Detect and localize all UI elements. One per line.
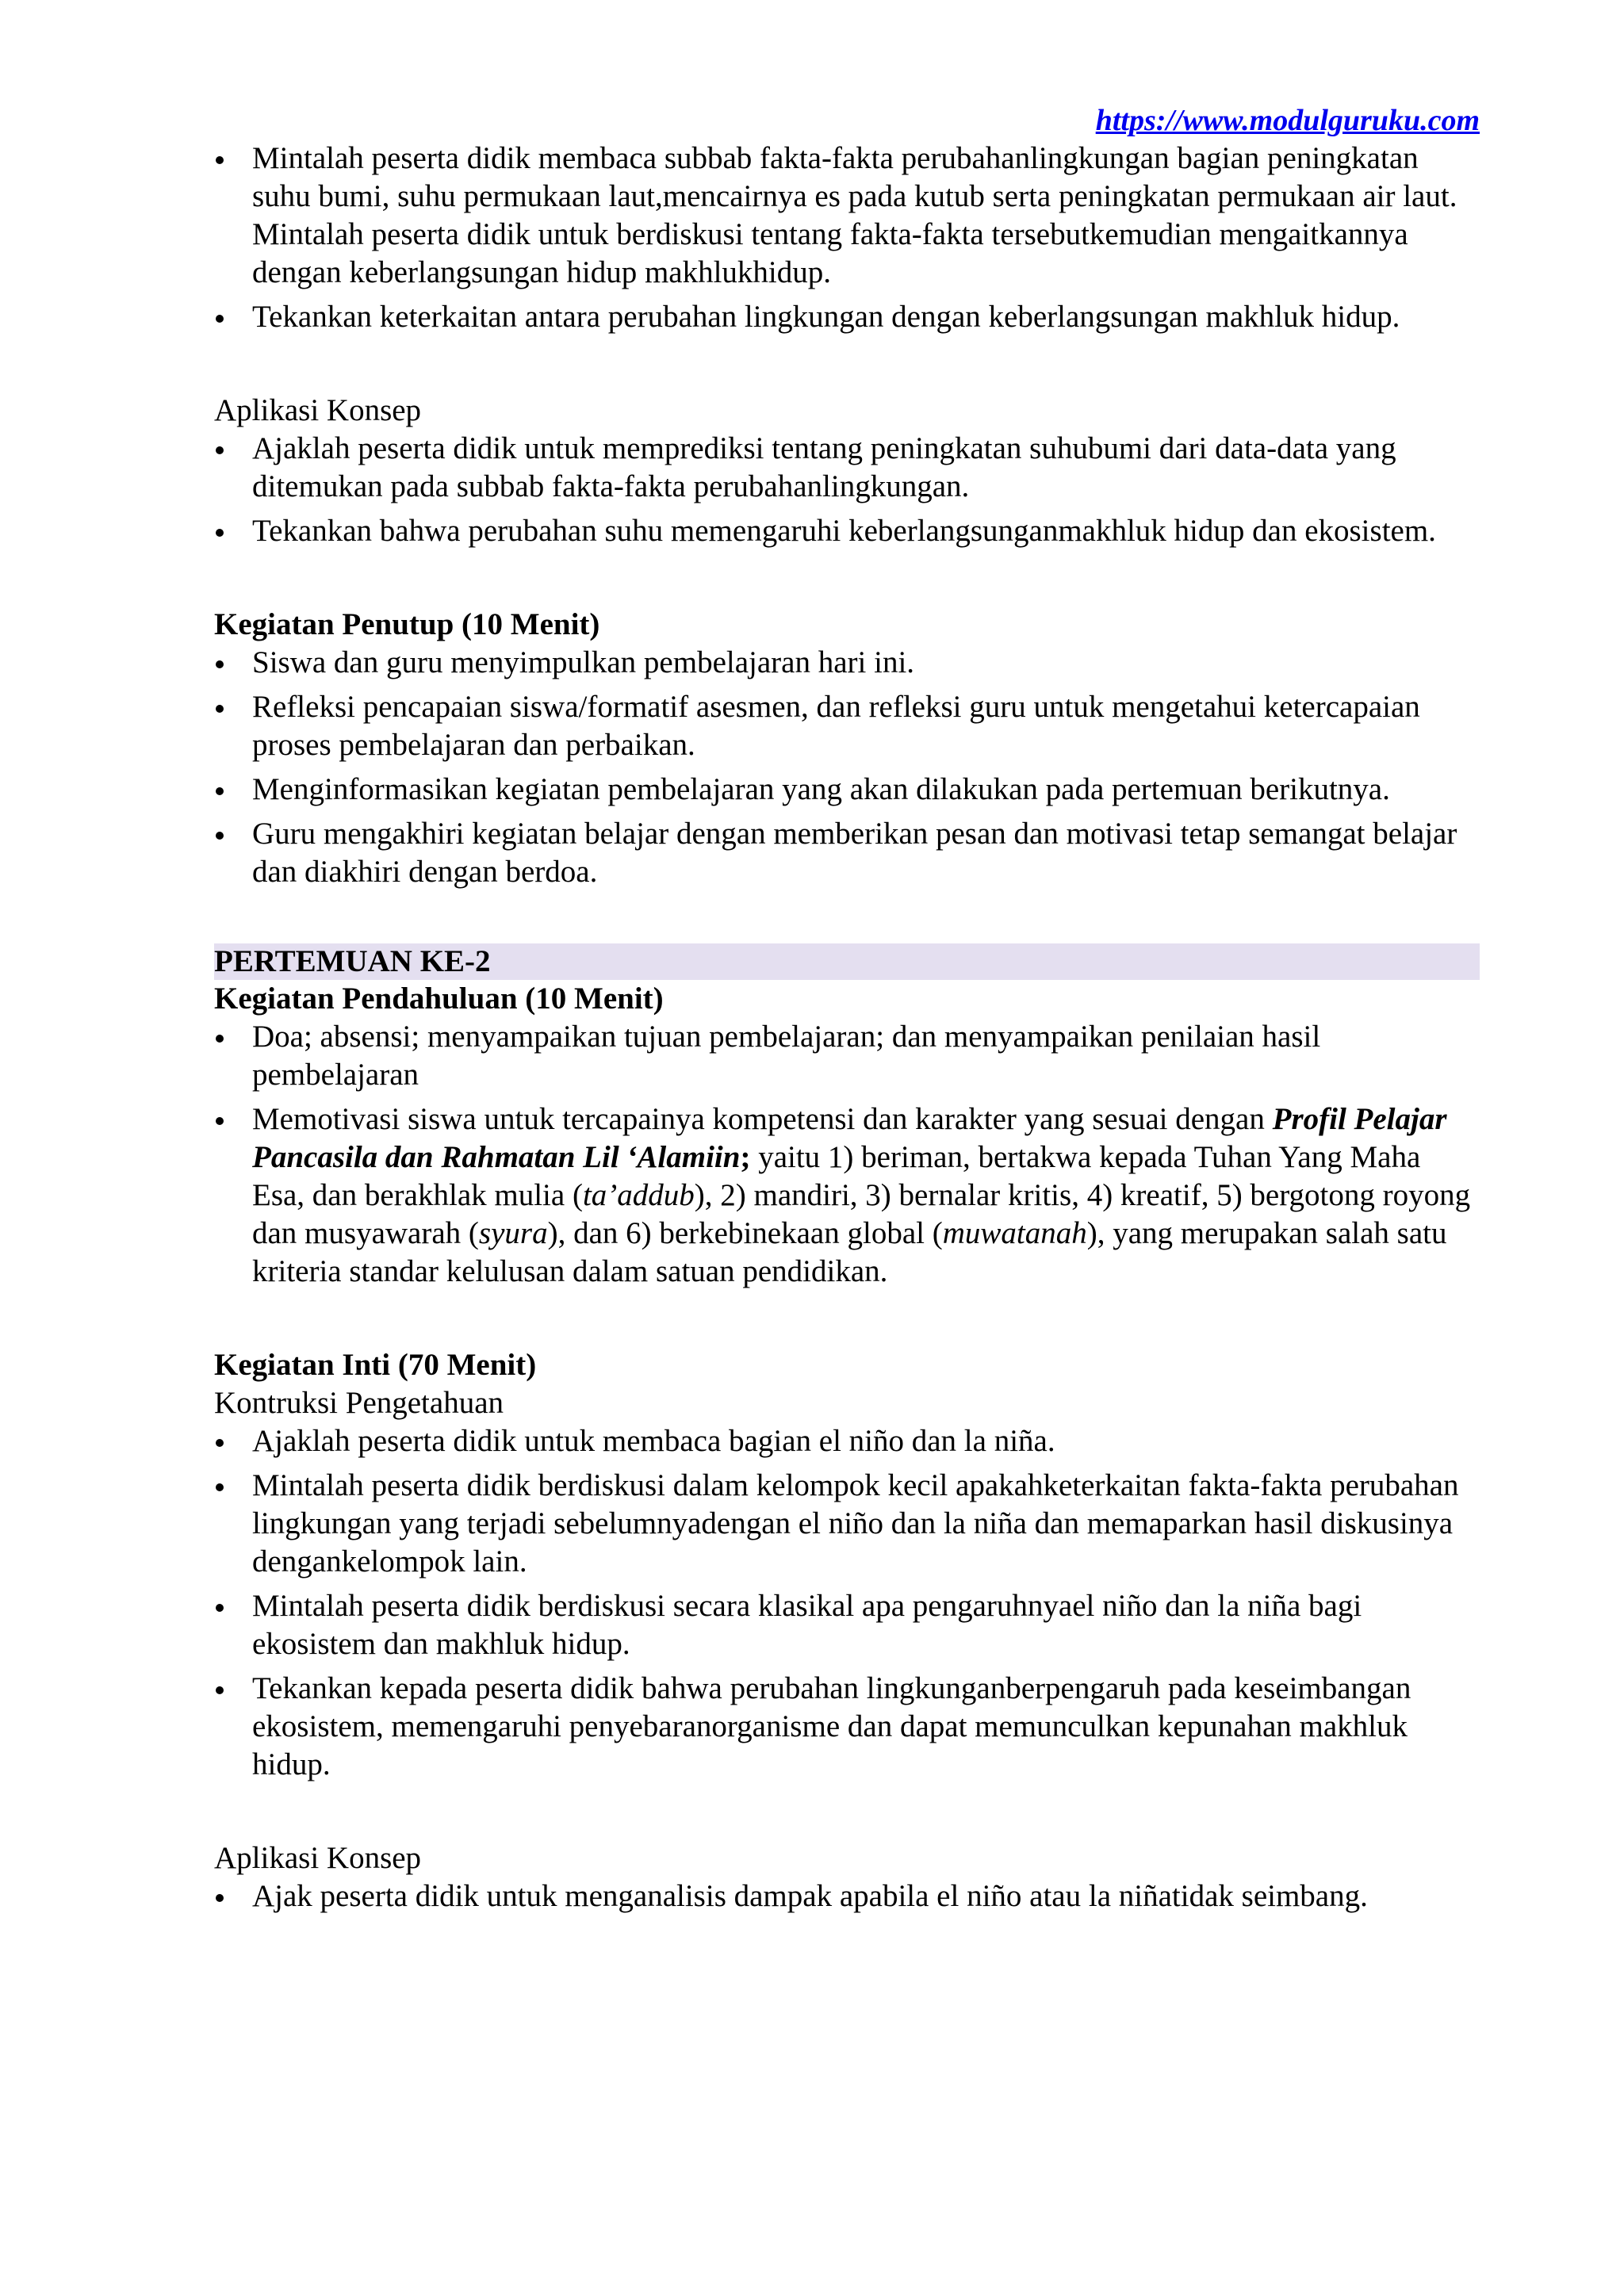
list-item: Tekankan bahwa perubahan suhu memengaruhi keberlangsunganmakhluk hidup dan ekosistem. [214,512,1480,550]
list-item: Mintalah peserta didik berdiskusi dalam kelompok kecil apakahketerkaitan fakta-fakta perubahan lingkungan yang terjadi sebelumnyadengan el niño dan la niña dan memaparkan hasil diskusinya dengankelompok lain. [214,1467,1480,1581]
list-item: Tekankan kepada peserta didik bahwa perubahan lingkunganberpengaruh pada keseimbangan ekosistem, memengaruhi penyebaranorganisme dan dapat memunculkan kepunahan makhluk hidup. [214,1670,1480,1784]
list-item: Mintalah peserta didik berdiskusi secara klasikal apa pengaruhnyael niño dan la niña bagi ekosistem dan makhluk hidup. [214,1587,1480,1663]
pertemuan-band: PERTEMUAN KE-2 [214,943,1480,980]
list-item: Doa; absensi; menyampaikan tujuan pembelajaran; dan menyampaikan penilaian hasil pembelajaran [214,1018,1480,1094]
penutup-heading: Kegiatan Penutup (10 Menit) [214,607,600,641]
aplikasi-konsep-title-1: Aplikasi Konsep [214,393,422,427]
aplikasi1-list [214,430,1480,550]
list-item: Ajak peserta didik untuk menganalisis dampak apabila el niño atau la niñatidak seimbang. [214,1877,1480,1915]
list-item: Ajaklah peserta didik untuk membaca bagian el niño dan la niña. [214,1422,1480,1460]
pendahuluan-heading: Kegiatan Pendahuluan (10 Menit) [214,982,664,1016]
pendahuluan-list [214,1018,1480,1291]
list-item: Mintalah peserta didik membaca subbab fakta-fakta perubahanlingkungan bagian peningkatan suhu bumi, suhu permukaan laut,mencairnya es pada kutub serta peningkatan permukaan air laut. Mintalah peserta didik untuk berdiskusi tentang fakta-fakta tersebutkemudian mengaitkannya dengan keberlangsungan hidup makhlukhidup. [214,140,1480,292]
profil-semicolon: ; [740,1140,751,1174]
aplikasi2-list [214,1877,1480,1915]
penutup-list [214,644,1480,891]
list-item: Refleksi pencapaian siswa/formatif asesmen, dan refleksi guru untuk mengetahui ketercapaian proses pembelajaran dan perbaikan. [214,688,1480,764]
list-item: Guru mengakhiri kegiatan belajar dengan memberikan pesan dan motivasi tetap semangat belajar dan diakhiri dengan berdoa. [214,815,1480,891]
profil-text-5: ), yang merupakan salah satu kriteria standar kelulusan dalam satuan pendidikan. [252,1216,1447,1288]
profil-text-1: Memotivasi siswa untuk tercapainya kompetensi dan karakter yang sesuai dengan [252,1102,1273,1136]
section1-list [214,140,1480,336]
list-item: Siswa dan guru menyimpulkan pembelajaran hari ini. [214,644,1480,682]
inti-subtitle: Kontruksi Pengetahuan [214,1386,504,1420]
profil-text-4: ), dan 6) berkebinekaan global ( [547,1216,943,1250]
profil-emphasis: Profil Pelajar Pancasila dan Rahmatan Lil ‘Alamiin [252,1102,1447,1174]
list-item: Ajaklah peserta didik untuk memprediksi tentang peningkatan suhubumi dari data-data yang ditemukan pada subbab fakta-fakta perubahanlingkungan. [214,430,1480,506]
aplikasi-konsep-title-2: Aplikasi Konsep [214,1841,422,1875]
profil-text-3: ), 2) mandiri, 3) bernalar kritis, 4) kreatif, 5) bergotong royong dan musyawarah ( [252,1178,1471,1250]
list-item: Tekankan keterkaitan antara perubahan lingkungan dengan keberlangsungan makhluk hidup. [214,298,1480,336]
inti-list [214,1422,1480,1784]
list-item-profil [214,1100,1480,1291]
page-content [214,101,1480,1922]
list-item: Menginformasikan kegiatan pembelajaran yang akan dilakukan pada pertemuan berikutnya. [214,771,1480,809]
term-syura: syura [478,1216,548,1250]
profil-text-2: yaitu 1) beriman, bertakwa kepada Tuhan Yang Maha Esa, dan berakhlak mulia ( [252,1140,1421,1212]
term-taaddub: ta’addub [582,1178,695,1212]
term-muwatanah: muwatanah [942,1216,1087,1250]
header-url-link[interactable]: https://www.modulguruku.com [1095,104,1480,137]
inti-heading: Kegiatan Inti (70 Menit) [214,1348,537,1382]
